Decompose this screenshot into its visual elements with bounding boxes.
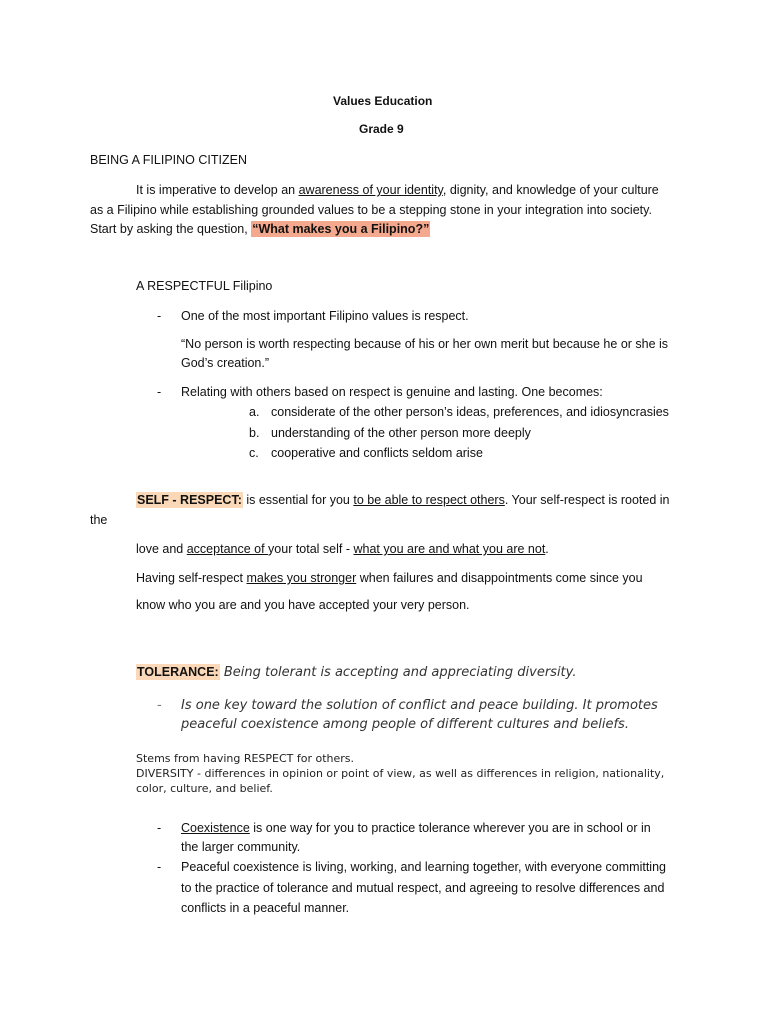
intro-text: It is imperative to develop an bbox=[136, 183, 299, 197]
text-run: Having self-respect bbox=[136, 571, 247, 585]
underlined-run: makes you stronger bbox=[246, 571, 357, 585]
intro-line-1 bbox=[136, 183, 659, 197]
text-run: is one way for you to practice tolerance wherever you are in school or in bbox=[249, 821, 651, 835]
quote-line-1: “No person is worth respecting because of his or her own merit but because he or she is bbox=[181, 337, 669, 351]
self-respect-text: is essential for you bbox=[242, 493, 354, 507]
intro-line-3 bbox=[90, 222, 430, 236]
peaceful-bullet-line-1: Peaceful coexistence is living, working, and learning together, with everyone committing bbox=[181, 860, 666, 874]
diversity-line-1: DIVERSITY - differences in opinion or point of view, as well as differences in religion, nationality, bbox=[136, 767, 665, 780]
tolerance-text: Being tolerant is accepting and appreciating diversity. bbox=[219, 665, 577, 680]
quote-line-2: God’s creation.” bbox=[181, 356, 270, 370]
list-marker: b. bbox=[249, 426, 260, 440]
text-run: . bbox=[545, 542, 549, 556]
self-respect-line-4 bbox=[136, 571, 643, 585]
intro-text-end: , dignity, and knowledge of your culture bbox=[442, 183, 659, 197]
intro-underlined-text: awareness of your identity bbox=[298, 183, 443, 197]
self-respect-line-5: know who you are and you have accepted your very person. bbox=[136, 598, 470, 612]
self-respect-line-3 bbox=[136, 542, 549, 556]
respect-bullet-2: Relating with others based on respect is genuine and lasting. One becomes: bbox=[181, 385, 603, 399]
diversity-line-2: color, culture, and belief. bbox=[136, 782, 273, 795]
coexistence-term: Coexistence bbox=[181, 821, 250, 835]
tolerance-label: TOLERANCE: bbox=[137, 665, 219, 679]
text-run: love and bbox=[136, 542, 187, 556]
section-title: BEING A FILIPINO CITIZEN bbox=[90, 153, 247, 167]
list-item: cooperative and conflicts seldom arise bbox=[271, 446, 483, 460]
bullet-dash: - bbox=[157, 860, 162, 874]
text-run: your total self - bbox=[268, 542, 354, 556]
peaceful-bullet-line-3: conflicts in a peaceful manner. bbox=[181, 901, 350, 915]
tolerance-bullet-line-1: Is one key toward the solution of conflict and peace building. It promotes bbox=[181, 698, 658, 713]
bullet-dash: - bbox=[157, 698, 162, 713]
self-respect-line-1 bbox=[136, 493, 670, 507]
underlined-run: what you are and what you are not bbox=[353, 542, 546, 556]
self-respect-line-2: the bbox=[90, 513, 108, 527]
self-respect-label: SELF - RESPECT: bbox=[137, 493, 242, 507]
self-respect-underlined: to be able to respect others bbox=[353, 493, 505, 507]
text-run: when failures and disappointments come since you bbox=[356, 571, 643, 585]
coexistence-bullet-line-1 bbox=[181, 821, 651, 835]
tolerance-line bbox=[136, 663, 576, 681]
grade-label: Grade 9 bbox=[359, 122, 404, 136]
list-item: considerate of the other person’s ideas, preferences, and idiosyncrasies bbox=[271, 405, 669, 419]
bullet-dash: - bbox=[157, 385, 162, 399]
list-marker: c. bbox=[249, 446, 259, 460]
coexistence-bullet-line-2: the larger community. bbox=[181, 840, 301, 854]
respectful-heading: A RESPECTFUL Filipino bbox=[136, 279, 273, 293]
intro-line-2: as a Filipino while establishing grounded values to be a stepping stone in your integration into society. bbox=[90, 203, 652, 217]
peaceful-bullet-line-2: to the practice of tolerance and mutual respect, and agreeing to resolve differences and bbox=[181, 881, 665, 895]
tolerance-bullet-line-2: peaceful coexistence among people of different cultures and beliefs. bbox=[181, 717, 629, 732]
self-respect-text-end: . Your self-respect is rooted in bbox=[504, 493, 670, 507]
list-item: understanding of the other person more deeply bbox=[271, 426, 531, 440]
bullet-dash: - bbox=[157, 821, 162, 835]
intro-question-lead: Start by asking the question, bbox=[90, 222, 252, 236]
underlined-run: acceptance of bbox=[186, 542, 269, 556]
list-marker: a. bbox=[249, 405, 260, 419]
respect-bullet-1: One of the most important Filipino values is respect. bbox=[181, 309, 469, 323]
bullet-dash: - bbox=[157, 309, 162, 323]
document-title: Values Education bbox=[333, 94, 433, 108]
stems-line: Stems from having RESPECT for others. bbox=[136, 752, 355, 765]
highlighted-question: “What makes you a Filipino?” bbox=[252, 222, 430, 236]
